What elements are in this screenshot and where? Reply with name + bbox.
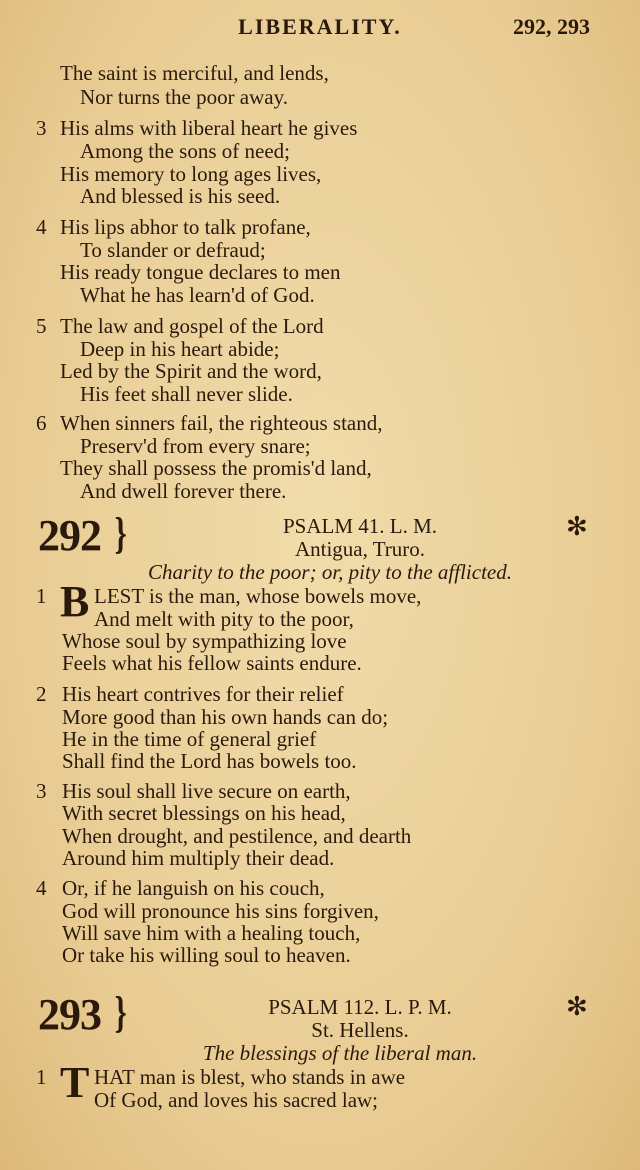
running-title: LIBERALITY. xyxy=(238,14,402,39)
verse-line: Among the sons of need; xyxy=(80,139,290,163)
verse-number: 1 xyxy=(36,1065,47,1089)
verse-number: 2 xyxy=(36,682,47,706)
verse-number: 3 xyxy=(36,779,47,803)
verse-line: Feels what his fellow saints endure. xyxy=(62,651,362,675)
tune-names: St. Hellens. xyxy=(311,1018,409,1042)
verse-line: And dwell forever there. xyxy=(80,479,287,503)
verse-line: Whose soul by sympathizing love xyxy=(62,629,347,653)
drop-cap: T xyxy=(60,1058,90,1107)
verse-line: His lips abhor to talk profane, xyxy=(60,215,311,239)
tune-names: Antigua, Truro. xyxy=(294,537,426,561)
verse-line: Deep in his heart abide; xyxy=(80,337,280,361)
verse-line: He in the time of general grief xyxy=(62,727,317,751)
psalm-heading: PSALM 41. L. M. xyxy=(282,514,438,538)
hymn-number: 292 xyxy=(38,511,101,560)
verse-line: And melt with pity to the poor, xyxy=(94,607,354,631)
hymn-subtitle: The blessings of the liberal man. xyxy=(202,1041,478,1065)
verse-line: What he has learn'd of God. xyxy=(80,283,315,307)
verse-line: LEST is the man, whose bowels move, xyxy=(94,584,422,608)
hymn-subtitle: Charity to the poor; or, pity to the afflicted. xyxy=(148,560,512,584)
psalm-heading: PSALM 112. L. P. M. xyxy=(268,995,452,1019)
verse-line: And blessed is his seed. xyxy=(80,184,281,208)
verse-line: The law and gospel of the Lord xyxy=(60,314,324,338)
hymn-brace: } xyxy=(114,988,127,1037)
verse-line: Or take his willing soul to heaven. xyxy=(62,943,351,967)
verse-line: Nor turns the poor away. xyxy=(80,85,289,109)
verse-line: To slander or defraud; xyxy=(80,238,266,262)
verse-line: The saint is merciful, and lends, xyxy=(60,61,329,85)
page-numbers: 292, 293 xyxy=(513,14,590,39)
verse-number: 5 xyxy=(36,314,47,338)
verse-line: His alms with liberal heart he gives xyxy=(60,116,358,140)
verse-line: Will save him with a healing touch, xyxy=(62,921,361,945)
verse-line: His memory to long ages lives, xyxy=(60,162,322,186)
verse-line: HAT man is blest, who stands in awe xyxy=(94,1065,406,1089)
verse-number: 4 xyxy=(36,215,47,239)
verse-number: 6 xyxy=(36,411,47,435)
verse-line: His heart contrives for their relief xyxy=(62,682,344,706)
verse-number: 1 xyxy=(36,584,47,608)
verse-line: His feet shall never slide. xyxy=(80,382,293,406)
verse-line: Of God, and loves his sacred law; xyxy=(94,1088,379,1112)
verse-number: 3 xyxy=(36,116,47,140)
verse-line: When sinners fail, the righteous stand, xyxy=(60,411,383,435)
verse-line: God will pronounce his sins forgiven, xyxy=(62,899,379,923)
verse-line: They shall possess the promis'd land, xyxy=(60,456,372,480)
verse-number: 4 xyxy=(36,876,47,900)
verse-line: Around him multiply their dead. xyxy=(62,846,335,870)
verse-line: Preserv'd from every snare; xyxy=(80,434,311,458)
asterism-icon: ✻ xyxy=(566,512,588,541)
asterism-icon: ✻ xyxy=(566,992,588,1021)
verse-line: When drought, and pestilence, and dearth xyxy=(62,824,412,848)
verse-line: Led by the Spirit and the word, xyxy=(60,359,322,383)
verse-line: Shall find the Lord has bowels too. xyxy=(62,749,357,773)
verse-line: With secret blessings on his head, xyxy=(62,801,346,825)
verse-line: Or, if he languish on his couch, xyxy=(62,876,325,900)
drop-cap: B xyxy=(60,577,90,626)
hymn-brace: } xyxy=(114,509,127,558)
verse-line: More good than his own hands can do; xyxy=(62,705,389,729)
hymn-number: 293 xyxy=(38,990,101,1039)
verse-line: His soul shall live secure on earth, xyxy=(62,779,351,803)
verse-line: His ready tongue declares to men xyxy=(60,260,341,284)
